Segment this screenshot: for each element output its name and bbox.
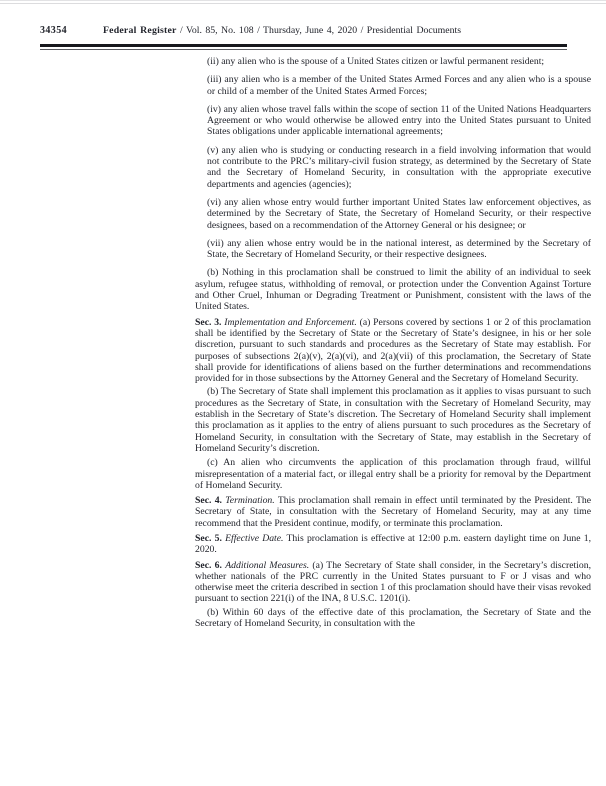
register-title: Federal Register [103,25,177,36]
lettered-paragraph: (b) Within 60 days of the effective date of this proclamation, the Secretary of State and the Secretary of Homeland Security, in consultation with the [195,606,591,630]
section-paragraph [195,560,591,605]
clause-paragraph: (iv) any alien whose travel falls within the scope of section 11 of the United Nations Headquarters Agreement or who would otherwise be allowed entry into the United States pursuant to United States obligations under applicable international agreements; [207,103,591,138]
page-number: 34354 [40,25,67,36]
section-label: Sec. 5. [195,532,222,544]
section-text: This proclamation shall remain in effect until terminated by the President. The Secretary of State, in consultation with the Secretary of Homeland Security, may at any time recommend that the President continue, modify, or terminate this proclamation. [195,495,592,529]
section-paragraph [195,495,591,529]
header-citation [103,25,461,36]
section-text: (a) The Secretary of State shall consider, in the Secretary’s discretion, whether nationals of the PRC currently in the United States pursuant to F or J visas and who otherwise meet the criteria described in section 1 of this proclamation should have their visas revoked pursuant to section 221(i) of the INA, 8 U.S.C. 1201(i). [195,559,591,605]
section-paragraph [195,317,591,385]
lettered-paragraph: (b) Nothing in this proclamation shall be construed to limit the ability of an individual to seek asylum, refugee status, withholding of removal, or protection under the Convention Against Torture and Other Cruel, Inhuman or Degrading Treatment or Punishment, consistent with the laws of the United States. [195,267,591,313]
section-label: Sec. 3. [195,316,222,328]
clause-paragraph: (iii) any alien who is a member of the United States Armed Forces and any alien who is a spouse or child of a member of the United States Armed Forces; [207,74,591,97]
running-header [40,25,567,36]
section-paragraph [195,533,591,556]
section-label: Sec. 6. [195,559,222,571]
document-body [195,56,591,632]
clause-paragraph: (vii) any alien whose entry would be in the national interest, as determined by the Secretary of State, the Secretary of Homeland Security, or their respective designees. [207,237,591,261]
clause-paragraph: (ii) any alien who is the spouse of a United States citizen or lawful permanent resident; [207,56,545,67]
section-title: Additional Measures. [225,559,310,571]
section-label: Sec. 4. [195,495,222,507]
section-title: Termination. [225,495,275,507]
section-text: (a) Persons covered by sections 1 or 2 of this proclamation shall be identified by the Secretary of State or the Secretary of State’s designee, in his or her sole discretion, pursuant to such standards and procedures as the Secretary of State may establish. For purposes of subsections 2(a)(v), 2(a)(vi), and 2(a)(vii) of this proclamation, the Secretary of State shall provide for identifications of aliens based on the further determinations and recommendations provided for in those subsections by the Attorney General and the Secretary of Homeland Security. [195,316,592,385]
header-rule [40,44,567,50]
citation-rest: / Vol. 85, No. 108 / Thursday, June 4, 2020 / Presidential Documents [180,25,462,36]
lettered-paragraph: (b) The Secretary of State shall implement this proclamation as it applies to visas pursuant to such procedures as the Secretary of State, in consultation with the Secretary of Homeland Security, may establish in the Secretary of State’s discretion. The Secretary of Homeland Security shall implement this proclamation as it applies to the entry of aliens pursuant to such procedures as the Secretary of Homeland Security, in consultation with the Secretary of State, may establish in the Secretary of Homeland Security’s discretion. [195,386,591,454]
section-title: Effective Date. [225,532,284,544]
clause-paragraph: (vi) any alien whose entry would further important United States law enforcement objectives, as determined by the Secretary of State, the Secretary of Homeland Security, or their respective designees, based on a recommendation of the Attorney General or his designee; or [207,196,591,231]
section-text: This proclamation is effective at 12:00 p.m. eastern daylight time on June 1, 2020. [195,532,591,556]
section-title: Implementation and Enforcement. [224,316,357,328]
clause-paragraph: (v) any alien who is studying or conducting research in a field involving information that would not contribute to the PRC’s military-civil fusion strategy, as determined by the Secretary of State and the Secretary of Homeland Security, in consultation with the appropriate executive departments and agencies (agencies); [207,144,591,190]
lettered-paragraph: (c) An alien who circumvents the application of this proclamation through fraud, willful misrepresentation of a material fact, or illegal entry shall be a priority for removal by the Department of Homeland Security. [195,457,591,491]
page-top-edge [0,3,606,4]
